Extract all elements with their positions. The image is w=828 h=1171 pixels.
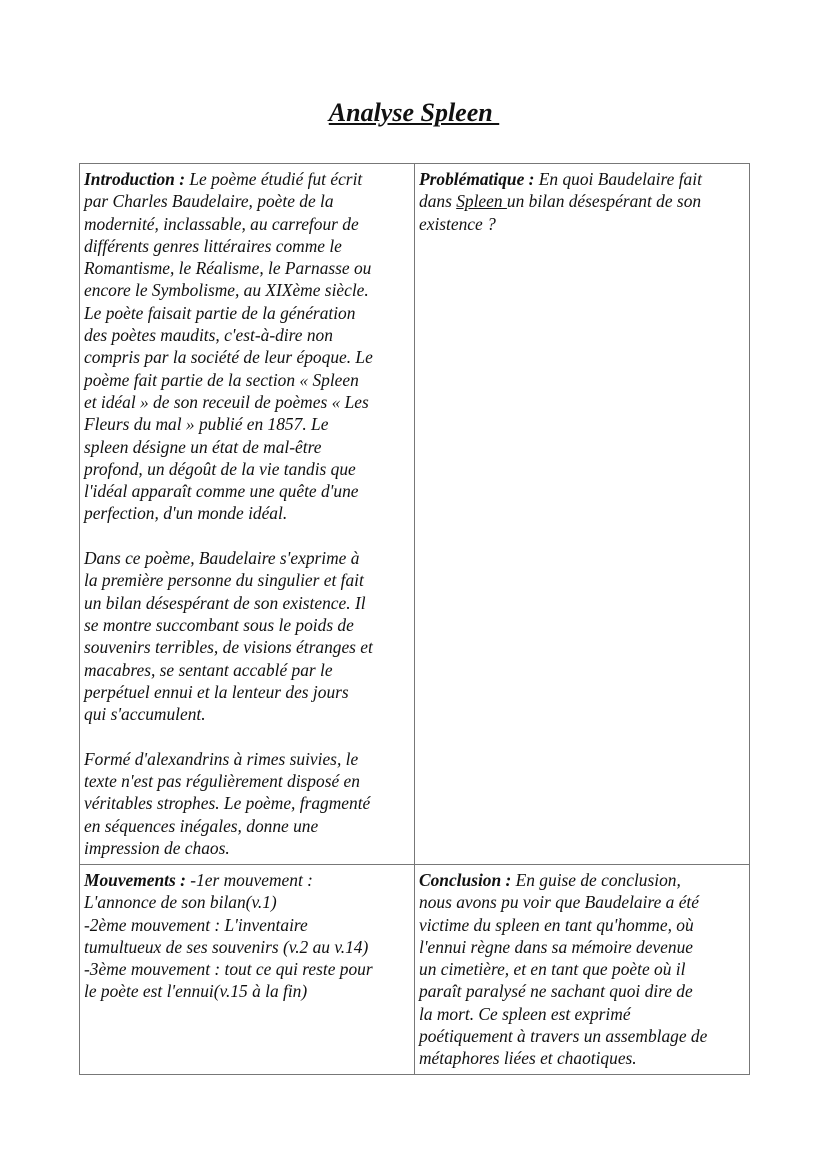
introduction-paragraph-2: Dans ce poème, Baudelaire s'exprime à la première personne du singulier et fait un bilan désespérant de son existence. Il se montre succombant sous le poids de souvenirs terribles, de visions étranges et macabres, se sentant accablé par le perpétuel ennui et la lenteur des jours qui s'accumulent. [84, 548, 373, 725]
table-row [80, 865, 750, 1075]
table-row [80, 164, 750, 865]
analysis-table [79, 163, 750, 1075]
mouvements-cell [80, 865, 415, 1075]
problematique-cell [415, 164, 750, 865]
introduction-paragraph-1: Le poème étudié fut écrit par Charles Baudelaire, poète de la modernité, inclassable, au carrefour de différents genres littéraires comme le Romantisme, le Réalisme, le Parnasse ou encore le Symbolisme, au XIXème siècle. Le poète faisait partie de la génération des poètes maudits, c'est-à-dire non compris par la société de leur époque. Le poème fait partie de la section « Spleen et idéal » de son receuil de poèmes « Les Fleurs du mal » publié en 1857. Le spleen désigne un état de mal-être profond, un dégoût de la vie tandis que l'idéal apparaît comme une quête d'une perfection, d'un monde idéal. [84, 169, 373, 524]
problematique-text-end: un bilan désespérant de son existence ? [419, 191, 702, 234]
introduction-paragraph-3: Formé d'alexandrins à rimes suivies, le texte n'est pas régulièrement disposé en véritables strophes. Le poème, fragmenté en séquences inégales, donne une impression de chaos. [84, 748, 371, 858]
mouvements-label: Mouvements : [84, 870, 186, 890]
introduction-label: Introduction : [84, 169, 185, 189]
mouvements-text: -1er mouvement : L'annonce de son bilan(v.1) -2ème mouvement : L'inventaire tumultueux de ses souvenirs (v.2 au v.14) -3ème mouvement : tout ce qui reste pour le poète est l'ennui(v.15 à la fin) [84, 870, 373, 1002]
problematique-text-start: En quoi Baudelaire fait dans [419, 169, 702, 212]
problematique-label: Problématique : [419, 169, 535, 189]
document-title: Analyse Spleen [328, 98, 500, 127]
problematique-title-underlined: Spleen [456, 191, 507, 212]
conclusion-cell [415, 865, 750, 1075]
conclusion-label: Conclusion : [419, 870, 512, 890]
conclusion-text: En guise de conclusion, nous avons pu voir que Baudelaire a été victime du spleen en tant qu'homme, où l'ennui règne dans sa mémoire devenue un cimetière, et en tant que poète où il paraît paralysé ne sachant quoi dire de la mort. Ce spleen est exprimé poétiquement à travers un assemblage de métaphores liées et chaotiques. [419, 870, 708, 1069]
introduction-cell [80, 164, 415, 865]
